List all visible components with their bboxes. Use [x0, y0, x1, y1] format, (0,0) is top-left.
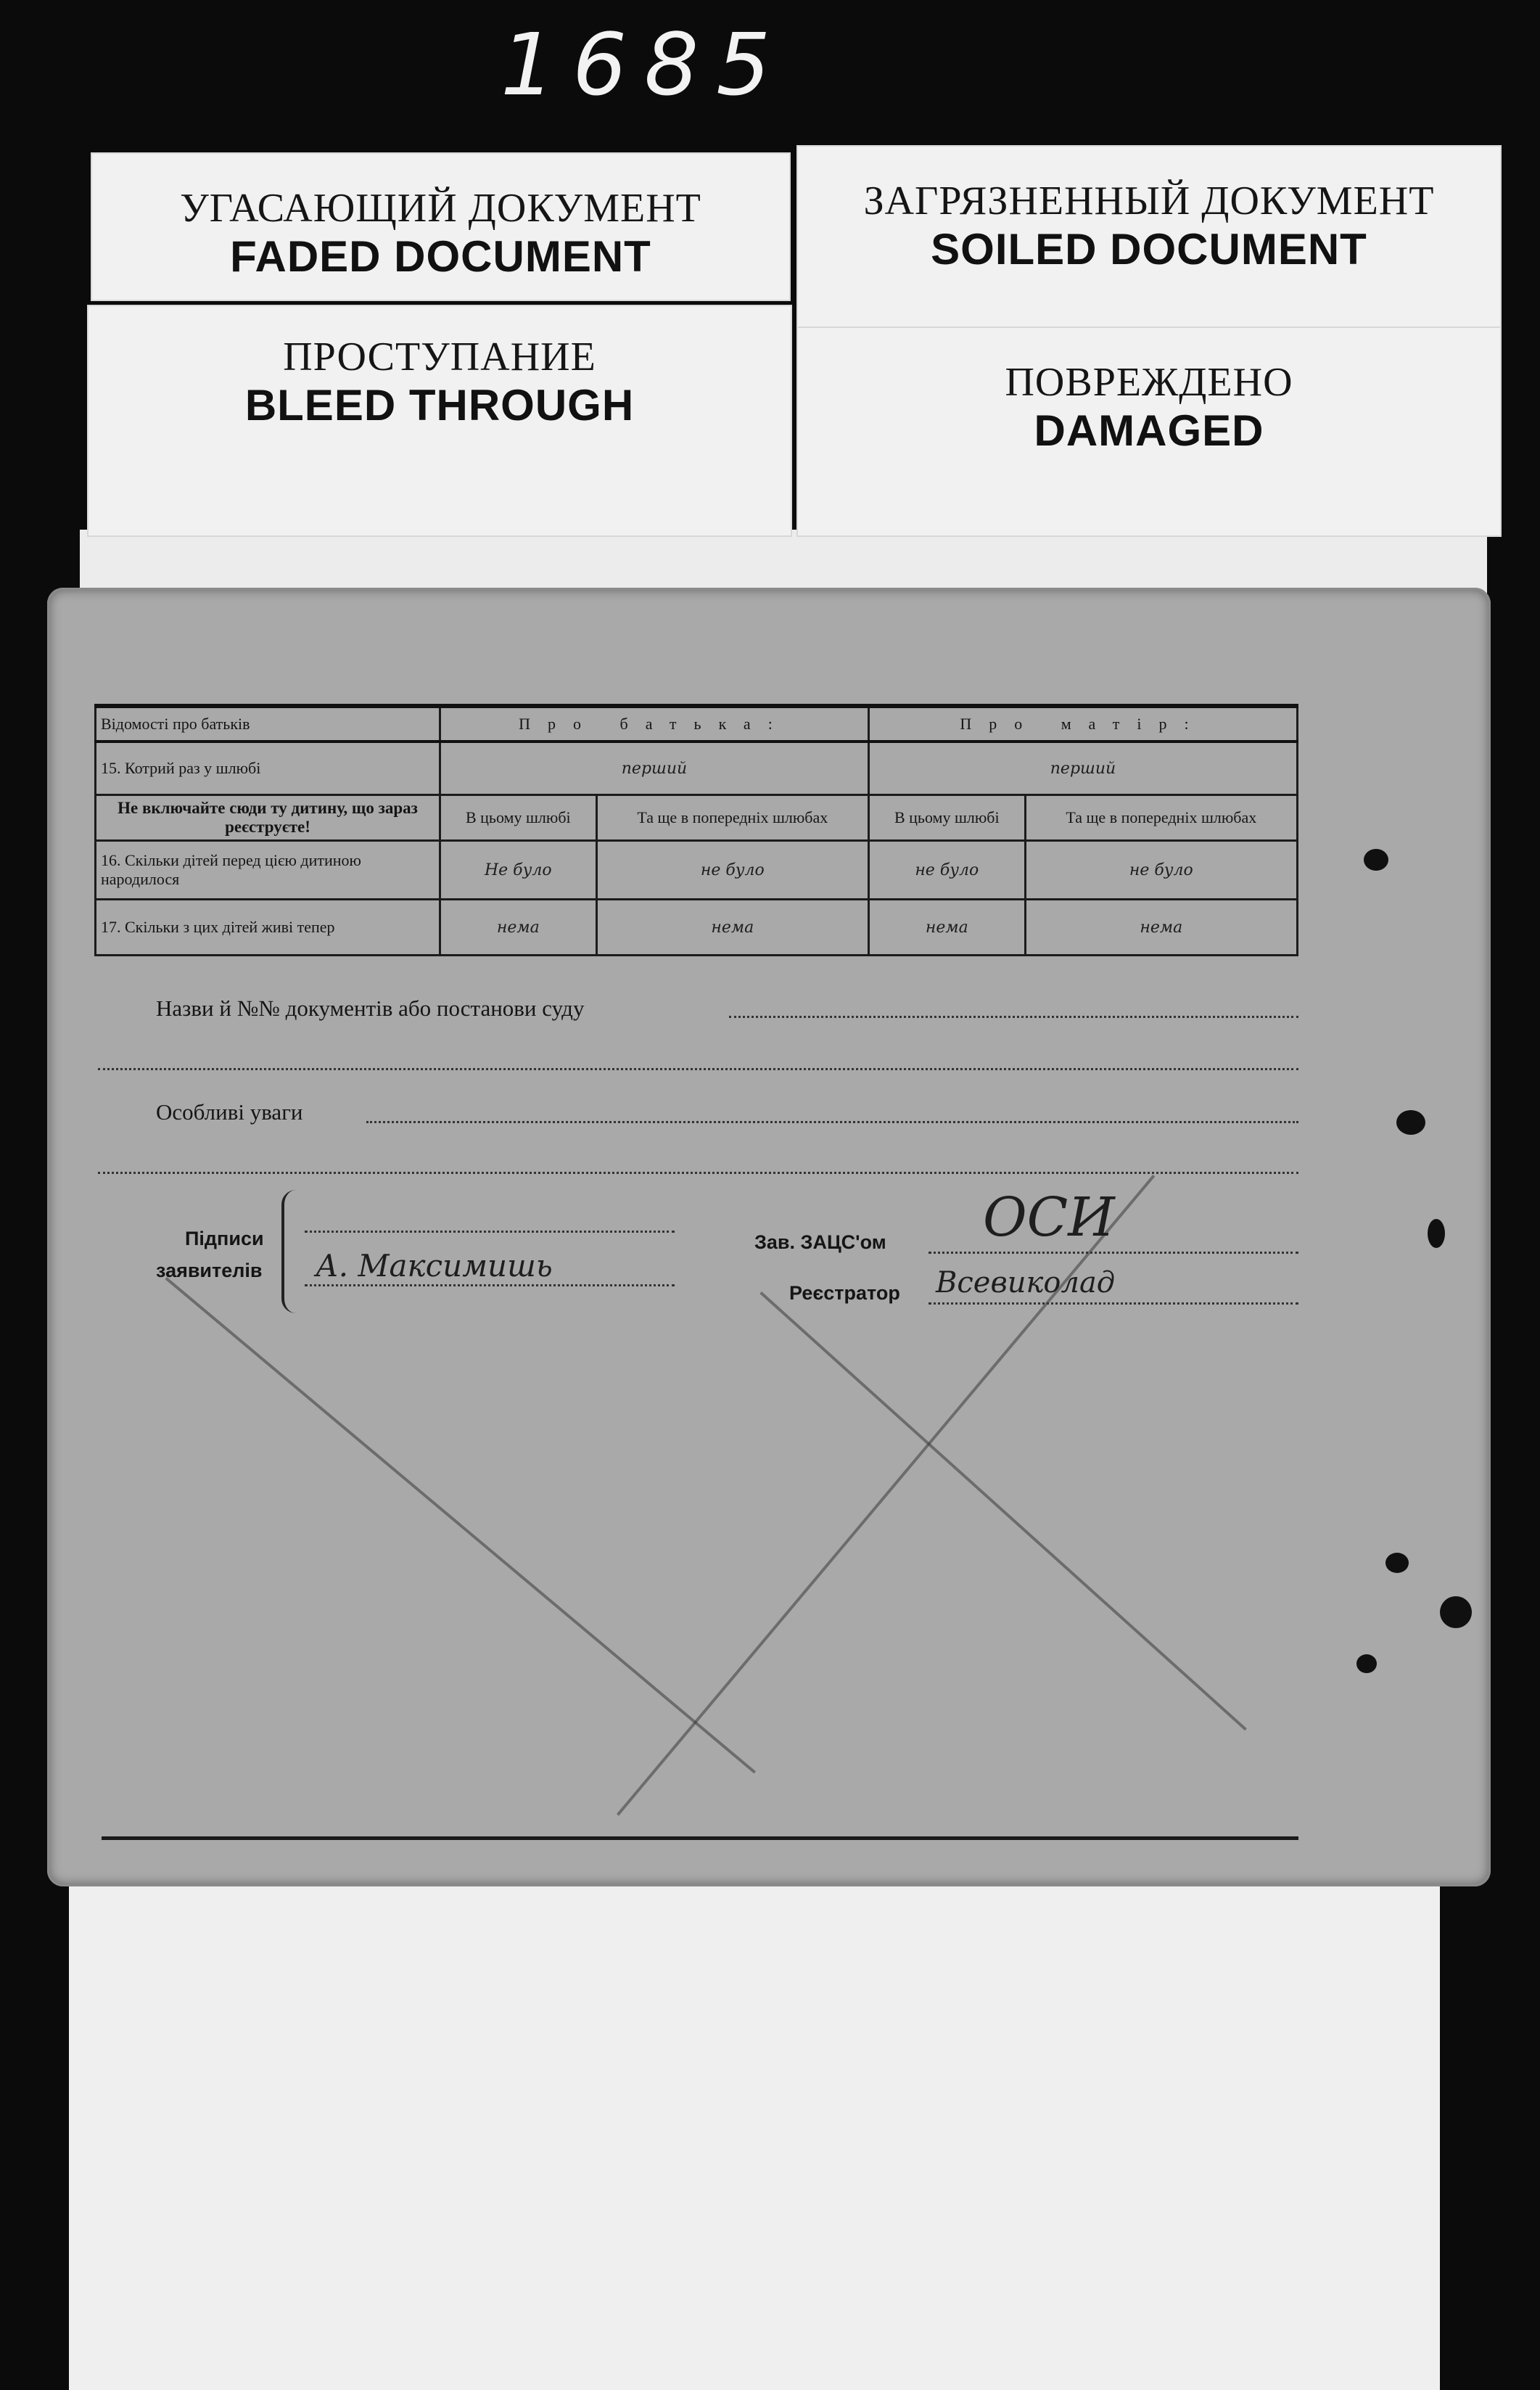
- blank-sheet: [69, 1865, 1440, 2390]
- registrar-signature: Всевиколад: [936, 1266, 1116, 1299]
- father-this-marriage-header: В цьому шлюбі: [440, 795, 597, 841]
- head-registry-label: Зав. ЗАЦС'ом: [754, 1231, 886, 1253]
- damage-hole: [1440, 1596, 1472, 1628]
- damage-hole: [1396, 1110, 1425, 1135]
- row17-label: 17. Скільки з цих дітей живі тепер: [96, 900, 440, 956]
- header-mother: Про матір:: [868, 706, 1297, 742]
- header-father: Про батька:: [440, 706, 869, 742]
- soiled-notice-en: SOILED DOCUMENT: [931, 225, 1367, 274]
- damaged-notice-en: DAMAGED: [1034, 406, 1264, 455]
- faded-document-notice: [91, 152, 791, 301]
- parents-info-table: [94, 704, 1298, 956]
- bleed-notice-ru: ПРОСТУПАНИЕ: [283, 334, 596, 379]
- signature-line-2: [305, 1284, 675, 1286]
- remarks-line-2: [98, 1172, 1298, 1174]
- warning-label: Не включайте сюди ту дитину, що зараз реєструєте!: [96, 795, 440, 841]
- applicants-label: заявителів: [156, 1260, 263, 1281]
- mother-prev-marriages-header: Та ще в попередніх шлюбах: [1025, 795, 1297, 841]
- soiled-notice-ru: ЗАГРЯЗНЕННЫЙ ДОКУМЕНТ: [863, 178, 1435, 223]
- faded-notice-en: FADED DOCUMENT: [230, 232, 651, 281]
- row16-label: 16. Скільки дітей перед цією дитиною народилося: [96, 841, 440, 900]
- row15-label: 15. Котрий раз у шлюбі: [96, 742, 440, 795]
- mother-this-marriage-header: В цьому шлюбі: [868, 795, 1025, 841]
- damaged-notice-ru: ПОВРЕЖДЕНО: [1005, 360, 1293, 405]
- damaged-notice: [796, 327, 1502, 537]
- row16-father-this: Не було: [440, 841, 597, 900]
- row16-mother-this: не було: [868, 841, 1025, 900]
- documents-line: [729, 1016, 1298, 1018]
- row17-mother-this: нема: [868, 900, 1025, 956]
- remarks-label: Особливі уваги: [156, 1099, 303, 1125]
- faded-notice-ru: УГАСАЮЩИЙ ДОКУМЕНТ: [180, 186, 701, 231]
- header-parents-info: Відомості про батьків: [96, 706, 440, 742]
- row16-father-prev: не було: [596, 841, 868, 900]
- row16-mother-prev: не було: [1025, 841, 1297, 900]
- bottom-rule: [102, 1836, 1298, 1840]
- row17-mother-prev: нема: [1025, 900, 1297, 956]
- documents-line-2: [98, 1068, 1298, 1070]
- frame-number: 1685: [501, 15, 788, 115]
- head-signature: ОСИ: [983, 1186, 1115, 1249]
- row17-father-prev: нема: [596, 900, 868, 956]
- row17-father-this: нема: [440, 900, 597, 956]
- row15-mother-value: перший: [868, 742, 1297, 795]
- registrar-label: Реєстратор: [789, 1282, 900, 1304]
- damage-hole: [1385, 1553, 1409, 1573]
- damage-hole: [1364, 849, 1388, 871]
- bleed-through-notice: [87, 305, 792, 537]
- signatures-label: Підписи: [185, 1228, 264, 1249]
- signature-line-1: [305, 1231, 675, 1233]
- applicant-signature: А. Максимишь: [316, 1248, 553, 1284]
- head-signature-line: [928, 1252, 1298, 1254]
- documents-label: Назви й №№ документів або постанови суду: [156, 995, 585, 1021]
- damage-hole: [1428, 1219, 1445, 1248]
- signature-brace: [281, 1190, 300, 1313]
- soiled-document-notice: [796, 145, 1502, 337]
- row15-father-value: перший: [440, 742, 869, 795]
- registrar-signature-line: [928, 1302, 1298, 1305]
- father-prev-marriages-header: Та ще в попередніх шлюбах: [596, 795, 868, 841]
- remarks-line: [366, 1121, 1298, 1123]
- bleed-notice-en: BLEED THROUGH: [244, 381, 635, 430]
- damage-hole: [1356, 1654, 1377, 1673]
